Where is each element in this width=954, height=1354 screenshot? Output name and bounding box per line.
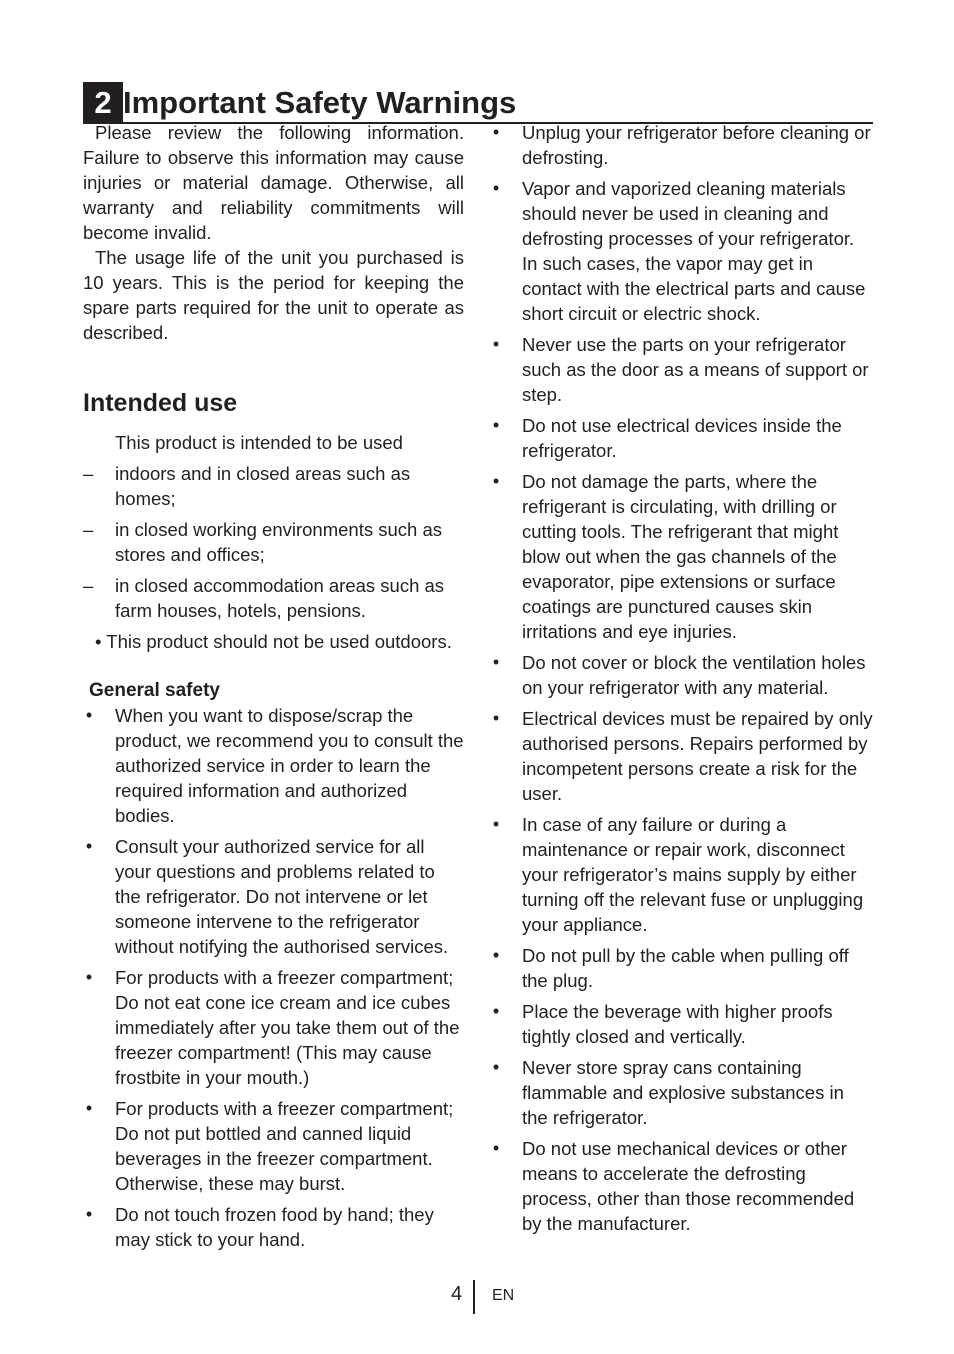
bullet-marker: •	[492, 1001, 500, 1021]
list-item	[490, 650, 874, 700]
list-item	[490, 1136, 874, 1236]
dash-marker: –	[83, 575, 94, 596]
intro-paragraph-usage-life: The usage life of the unit you purchased is 10 years. This is the period for keeping the spare parts required for the unit to operate as described.	[83, 247, 464, 343]
bullet-marker: •	[492, 945, 500, 965]
list-item-text: Do not use electrical devices inside the refrigerator.	[522, 415, 842, 461]
list-item-text: Consult your authorized service for all your questions and problems related to the refrigerator. Do not intervene or let someone intervene to the refrigerator without notifying the authorised services.	[115, 836, 449, 957]
list-item-text: indoors and in closed areas such as homes;	[115, 463, 411, 509]
list-item-text: For products with a freezer compartment; Do not put bottled and canned liquid beverages in the freezer compartment. Otherwise, these may burst.	[115, 1098, 454, 1194]
list-item-text: Never store spray cans containing flammable and explosive substances in the refrigerator.	[522, 1057, 844, 1128]
bullet-marker: •	[492, 334, 500, 354]
bullet-marker: •	[85, 1098, 93, 1118]
list-item	[83, 965, 464, 1090]
footer-divider	[473, 1280, 475, 1314]
intended-use-intro: This product is intended to be used	[115, 432, 403, 453]
bullet-marker: •	[492, 652, 500, 672]
list-item	[490, 706, 874, 806]
page-number: 4	[451, 1283, 463, 1305]
list-item	[490, 413, 874, 463]
intro-paragraph-warning: Please review the following information. Failure to observe this information may cause injuries or material damage. Otherwise, all warranty and reliability commitments will become invalid.	[83, 122, 464, 243]
bullet-marker: •	[492, 471, 500, 491]
safety-warnings-list	[490, 120, 874, 1236]
general-safety-list	[83, 703, 464, 1252]
list-item	[83, 573, 464, 623]
list-item	[490, 999, 874, 1049]
bullet-marker: •	[492, 122, 500, 142]
list-item	[83, 517, 464, 567]
list-item	[490, 332, 874, 407]
left-column	[83, 120, 464, 1258]
list-item-text: In case of any failure or during a maintenance or repair work, disconnect your refrigerator’s mains supply by either turning off the relevant fuse or unplugging your appliance.	[522, 814, 864, 935]
dash-marker: –	[83, 463, 94, 484]
list-item	[490, 812, 874, 937]
list-item	[490, 176, 874, 326]
list-item-text: For products with a freezer compartment; Do not eat cone ice cream and ice cubes immediately after you take them out of the freezer compartment! (This may cause frostbite in your mouth.)	[115, 967, 460, 1088]
list-item-text: in closed accommodation areas such as farm houses, hotels, pensions.	[115, 575, 445, 621]
bullet-marker: •	[492, 1057, 500, 1077]
bullet-marker: •	[492, 1138, 500, 1158]
bullet-marker: •	[85, 836, 93, 856]
list-item	[490, 469, 874, 644]
bullet-marker: •	[85, 705, 93, 725]
bullet-marker: •	[85, 967, 93, 987]
list-item	[490, 120, 874, 170]
bullet-marker: •	[492, 178, 500, 198]
list-item-text: Vapor and vaporized cleaning materials should never be used in cleaning and defrosting processes of your refrigerator. In such cases, the vapor may get in contact with the electrical parts and cause short circuit or electric shock.	[522, 178, 866, 324]
bullet-marker: •	[492, 814, 500, 834]
list-item	[83, 461, 464, 511]
list-item	[490, 1055, 874, 1130]
right-column	[490, 120, 874, 1242]
list-item	[83, 1096, 464, 1196]
bullet-marker: •	[85, 1204, 93, 1224]
list-item-text: Do not damage the parts, where the refrigerant is circulating, with drilling or cutting tools. The refrigerant that might blow out when the gas channels of the evaporator, pipe extensions or surface coatings are punctured causes skin irritations and eye injuries.	[522, 471, 839, 642]
list-item-text: Electrical devices must be repaired by only authorised persons. Repairs performed by incompetent persons create a risk for the user.	[522, 708, 873, 804]
list-item	[83, 1202, 464, 1252]
list-item-text: Never use the parts on your refrigerator such as the door as a means of support or step.	[522, 334, 869, 405]
list-item-text: in closed working environments such as stores and offices;	[115, 519, 442, 565]
intended-use-list	[83, 461, 464, 623]
page-title: Important Safety Warnings	[123, 85, 517, 120]
general-safety-heading: General safety	[89, 680, 220, 701]
list-item-text: Do not pull by the cable when pulling off the plug.	[522, 945, 849, 991]
list-item-text: Do not cover or block the ventilation holes on your refrigerator with any material.	[522, 652, 866, 698]
list-item-text: When you want to dispose/scrap the product, we recommend you to consult the authorized service in order to learn the required information and authorized bodies.	[115, 705, 464, 826]
bullet-marker: •	[492, 415, 500, 435]
bullet-marker: •	[492, 708, 500, 728]
language-label: EN	[492, 1287, 515, 1304]
list-item	[83, 703, 464, 828]
list-item-text: Do not touch frozen food by hand; they may stick to your hand.	[115, 1204, 434, 1250]
outdoors-note: • This product should not be used outdoors.	[95, 631, 452, 652]
section-number-badge: 2	[83, 82, 123, 124]
list-item-text: Do not use mechanical devices or other means to accelerate the defrosting process, other than those recommended by the manufacturer.	[522, 1138, 855, 1234]
section-header	[83, 82, 873, 124]
page-footer	[0, 1280, 954, 1310]
list-item-text: Unplug your refrigerator before cleaning or defrosting.	[522, 122, 871, 168]
list-item	[83, 834, 464, 959]
list-item	[490, 943, 874, 993]
intended-use-heading: Intended use	[83, 389, 238, 417]
dash-marker: –	[83, 519, 94, 540]
list-item-text: Place the beverage with higher proofs tightly closed and vertically.	[522, 1001, 833, 1047]
